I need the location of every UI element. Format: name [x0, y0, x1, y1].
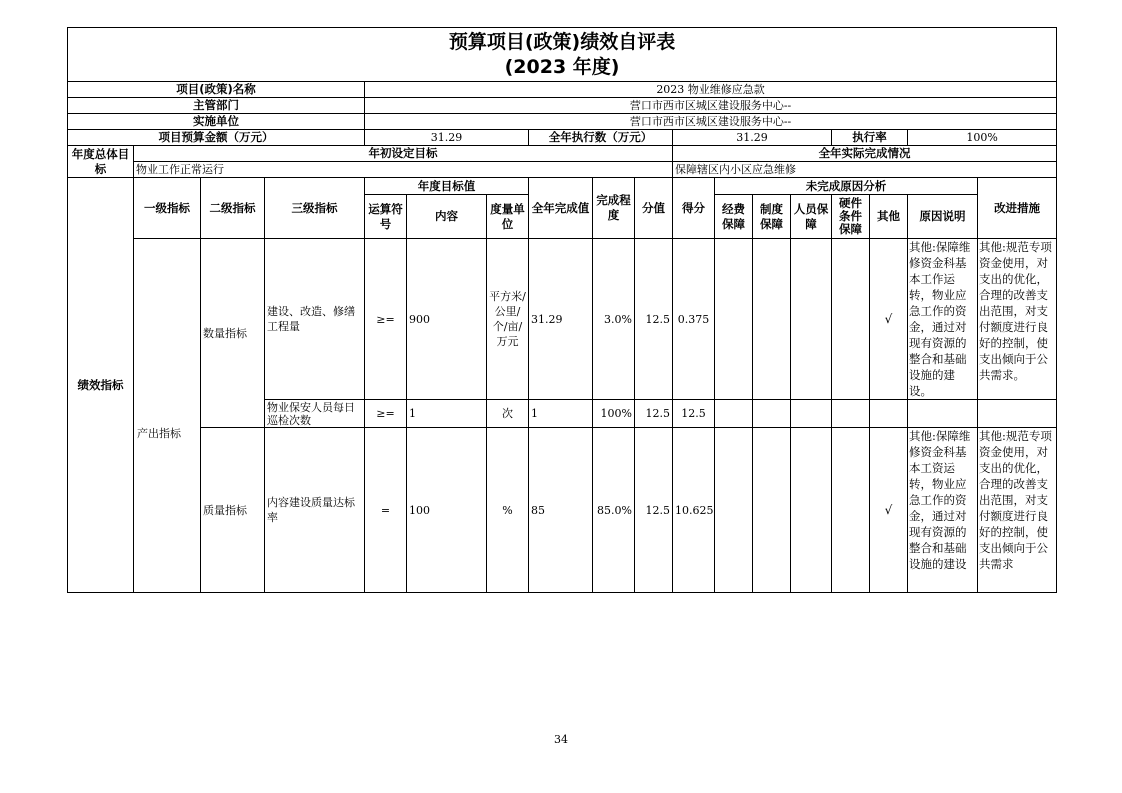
actual-goal-header: 全年实际完成情况 [673, 146, 1057, 162]
rate-value: 100% [908, 130, 1057, 146]
row2-explain [908, 400, 978, 428]
project-name-label: 项目(政策)名称 [68, 82, 365, 98]
level1-empty-cell [134, 239, 201, 593]
row2-degree: 100% [593, 400, 635, 428]
row3-reason-staff [791, 428, 832, 593]
row3-operator: = [365, 428, 407, 593]
row3-score: 10.625 [673, 428, 715, 593]
row2-reason-other [870, 400, 908, 428]
rate-label: 执行率 [832, 130, 908, 146]
row1-level3: 建设、改造、修缮工程量 [265, 239, 365, 400]
row3-degree: 85.0% [593, 428, 635, 593]
row3-improve: 其他:规范专项资金使用，对支出的优化，合理的改善支出范围，对支付额度进行良好的控制，使支出倾向于公共需求 [978, 428, 1057, 593]
header-reason-system: 制度保障 [753, 195, 791, 239]
row3-reason-hardware [832, 428, 870, 593]
row1-unit: 平方米/公里/个/亩/万元 [487, 239, 529, 400]
header-reason-explain: 原因说明 [908, 195, 978, 239]
header-reason-hardware: 硬件条件保障 [832, 195, 870, 239]
title-line-1: 预算项目(政策)绩效自评表 [448, 31, 676, 53]
row3-reason-funding [715, 428, 753, 593]
budget-value: 31.29 [365, 130, 529, 146]
row1-reason-system [753, 239, 791, 400]
project-name-value: 2023 物业维修应急款 [365, 82, 1057, 98]
row2-level3: 物业保安人员每日巡检次数 [265, 400, 365, 428]
row2-reason-hardware [832, 400, 870, 428]
page-number: 34 [554, 733, 568, 746]
header-reason-staff: 人员保障 [791, 195, 832, 239]
row2-reason-funding [715, 400, 753, 428]
row3-reason-system [753, 428, 791, 593]
row2-reason-staff [791, 400, 832, 428]
exec-label: 全年执行数（万元） [529, 130, 673, 146]
row3-level2: 质量指标 [201, 428, 265, 593]
row3-completed: 85 [529, 428, 593, 593]
row2-improve [978, 400, 1057, 428]
performance-label: 绩效指标 [68, 178, 134, 593]
header-level3: 三级指标 [265, 178, 365, 239]
header-score-value: 分值 [635, 178, 673, 239]
header-operator: 运算符号 [365, 195, 407, 239]
header-reason-funding: 经费保障 [715, 195, 753, 239]
title-line-2: (2023 年度) [504, 56, 620, 78]
row1-improve: 其他:规范专项资金使用，对支出的优化，合理的改善支出范围，对支付额度进行良好的控制，使支出倾向于公共需求。 [978, 239, 1057, 400]
row3-reason-other-check: √ [870, 428, 908, 593]
row1-operator: ≥= [365, 239, 407, 400]
header-target-group: 年度目标值 [365, 178, 529, 195]
row1-reason-funding [715, 239, 753, 400]
row2-content: 1 [407, 400, 487, 428]
row1-content: 900 [407, 239, 487, 400]
initial-goal-text: 物业工作正常运行 [134, 162, 673, 178]
dept-value: 营口市西市区城区建设服务中心-- [365, 98, 1057, 114]
row1-explain: 其他:保障维修资金科基本工作运转，物业应急工作的资金，通过对现有资源的整合和基础设施的建设。 [908, 239, 978, 400]
row2-reason-system [753, 400, 791, 428]
initial-goal-header: 年初设定目标 [134, 146, 673, 162]
row2-score: 12.5 [673, 400, 715, 428]
unit-value: 营口市西市区城区建设服务中心-- [365, 114, 1057, 130]
page-title [68, 28, 1057, 82]
unit-label: 实施单位 [68, 114, 365, 130]
row3-content: 100 [407, 428, 487, 593]
header-improve: 改进措施 [978, 178, 1057, 239]
row3-unit: % [487, 428, 529, 593]
row1-degree: 3.0% [593, 239, 635, 400]
evaluation-table [67, 27, 1057, 593]
budget-label: 项目预算金额（万元） [68, 130, 365, 146]
overall-goal-label: 年度总体目标 [68, 146, 134, 178]
row1-reason-hardware [832, 239, 870, 400]
row1-score-value: 12.5 [635, 239, 673, 400]
row2-score-value: 12.5 [635, 400, 673, 428]
row1-completed: 31.29 [529, 239, 593, 400]
row2-operator: ≥= [365, 400, 407, 428]
self-evaluation-sheet [67, 27, 1056, 593]
dept-label: 主管部门 [68, 98, 365, 114]
header-level2: 二级指标 [201, 178, 265, 239]
header-degree: 完成程度 [593, 178, 635, 239]
header-reason-group: 未完成原因分析 [715, 178, 978, 195]
header-unit: 度量单位 [487, 195, 529, 239]
actual-goal-text: 保障辖区内小区应急维修 [673, 162, 1057, 178]
row2-completed: 1 [529, 400, 593, 428]
row3-score-value: 12.5 [635, 428, 673, 593]
header-completed: 全年完成值 [529, 178, 593, 239]
row3-explain: 其他:保障维修资金科基本工资运转，物业应急工作的资金，通过对现有资源的整合和基础设施的建设 [908, 428, 978, 593]
exec-value: 31.29 [673, 130, 832, 146]
header-content: 内容 [407, 195, 487, 239]
output-indicator-label: 产出指标 [137, 427, 181, 440]
row1-reason-other-check: √ [870, 239, 908, 400]
row1-level2: 数量指标 [201, 239, 265, 428]
row1-score: 0.375 [673, 239, 715, 400]
header-score: 得分 [673, 178, 715, 239]
row1-reason-staff [791, 239, 832, 400]
row2-unit: 次 [487, 400, 529, 428]
header-level1: 一级指标 [134, 178, 201, 239]
row3-level3: 内容建设质量达标率 [265, 428, 365, 593]
header-reason-other: 其他 [870, 195, 908, 239]
